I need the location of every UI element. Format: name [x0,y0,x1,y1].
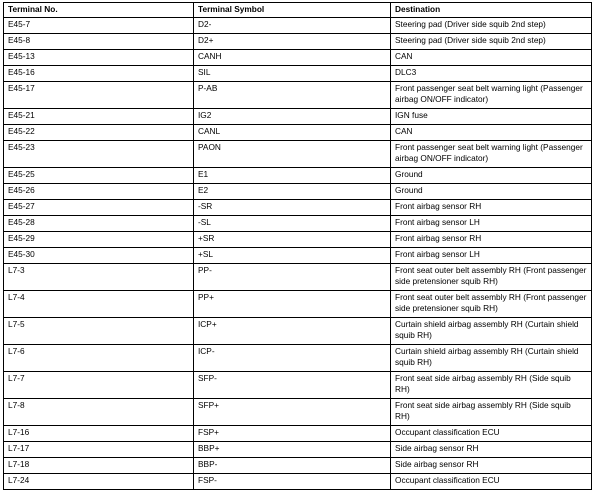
terminal-symbol-cell: SFP+ [194,399,391,426]
destination-cell: Occupant classification ECU [391,426,592,442]
destination-cell: Side airbag sensor RH [391,458,592,474]
destination-cell: Occupant classification ECU [391,474,592,490]
terminal-symbol-cell: IG2 [194,109,391,125]
terminal-no-cell: L7-17 [4,442,194,458]
terminal-symbol-cell: BBP- [194,458,391,474]
terminal-no-cell: L7-18 [4,458,194,474]
terminal-symbol-cell: E2 [194,184,391,200]
terminal-no-cell: L7-4 [4,291,194,318]
terminal-no-cell: E45-16 [4,66,194,82]
terminal-symbol-cell: ICP+ [194,318,391,345]
terminal-no-cell: E45-29 [4,232,194,248]
table-row [4,200,592,216]
terminal-no-cell: E45-23 [4,141,194,168]
terminal-no-cell: E45-27 [4,200,194,216]
table-row [4,318,592,345]
destination-cell: IGN fuse [391,109,592,125]
terminal-symbol-cell: +SR [194,232,391,248]
terminal-no-cell: L7-5 [4,318,194,345]
terminal-no-cell: L7-8 [4,399,194,426]
destination-cell: Steering pad (Driver side squib 2nd step) [391,18,592,34]
terminal-no-cell: E45-21 [4,109,194,125]
terminal-symbol-cell: CANL [194,125,391,141]
terminal-no-cell: L7-7 [4,372,194,399]
destination-cell: Steering pad (Driver side squib 2nd step) [391,34,592,50]
terminal-symbol-cell: D2- [194,18,391,34]
terminal-no-cell: L7-6 [4,345,194,372]
table-row [4,34,592,50]
terminal-no-cell: E45-17 [4,82,194,109]
destination-cell: Curtain shield airbag assembly RH (Curtain shield squib RH) [391,318,592,345]
terminal-symbol-cell: E1 [194,168,391,184]
destination-cell: Front passenger seat belt warning light (Passenger airbag ON/OFF indicator) [391,82,592,109]
destination-cell: Ground [391,168,592,184]
terminal-symbol-cell: D2+ [194,34,391,50]
terminal-symbol-cell: FSP+ [194,426,391,442]
table-header-row [4,3,592,18]
terminal-no-cell: E45-7 [4,18,194,34]
destination-cell: CAN [391,50,592,66]
destination-cell: Front airbag sensor LH [391,248,592,264]
terminal-no-cell: E45-30 [4,248,194,264]
table-row [4,264,592,291]
destination-cell: Front seat outer belt assembly RH (Front passenger side pretensioner squib RH) [391,264,592,291]
terminal-no-cell: E45-13 [4,50,194,66]
terminal-symbol-cell: BBP+ [194,442,391,458]
terminal-no-cell: L7-3 [4,264,194,291]
header-destination: Destination [391,3,592,18]
terminal-no-cell: E45-25 [4,168,194,184]
destination-cell: Side airbag sensor RH [391,442,592,458]
terminal-symbol-cell: SIL [194,66,391,82]
table-row [4,216,592,232]
table-row [4,125,592,141]
table-row [4,291,592,318]
terminal-no-cell: L7-16 [4,426,194,442]
destination-cell: CAN [391,125,592,141]
table-row [4,372,592,399]
table-row [4,399,592,426]
destination-cell: Front airbag sensor RH [391,200,592,216]
table-row [4,82,592,109]
terminal-no-cell: E45-22 [4,125,194,141]
terminal-table [3,2,592,490]
destination-cell: Curtain shield airbag assembly RH (Curtain shield squib RH) [391,345,592,372]
terminal-no-cell: E45-26 [4,184,194,200]
header-terminal-no: Terminal No. [4,3,194,18]
table-row [4,248,592,264]
table-row [4,345,592,372]
terminal-no-cell: E45-8 [4,34,194,50]
table-row [4,50,592,66]
destination-cell: Ground [391,184,592,200]
destination-cell: Front seat outer belt assembly RH (Front passenger side pretensioner squib RH) [391,291,592,318]
header-terminal-symbol: Terminal Symbol [194,3,391,18]
table-row [4,66,592,82]
destination-cell: Front passenger seat belt warning light (Passenger airbag ON/OFF indicator) [391,141,592,168]
terminal-symbol-cell: SFP- [194,372,391,399]
table-row [4,232,592,248]
table-row [4,18,592,34]
table-row [4,184,592,200]
destination-cell: DLC3 [391,66,592,82]
terminal-symbol-cell: +SL [194,248,391,264]
destination-cell: Front seat side airbag assembly RH (Side squib RH) [391,372,592,399]
terminal-symbol-cell: ICP- [194,345,391,372]
terminal-no-cell: E45-28 [4,216,194,232]
terminal-symbol-cell: FSP- [194,474,391,490]
table-row [4,109,592,125]
table-row [4,474,592,490]
terminal-symbol-cell: -SL [194,216,391,232]
terminal-symbol-cell: PP+ [194,291,391,318]
table-row [4,141,592,168]
destination-cell: Front airbag sensor LH [391,216,592,232]
table-row [4,168,592,184]
destination-cell: Front seat side airbag assembly RH (Side squib RH) [391,399,592,426]
terminal-symbol-cell: P-AB [194,82,391,109]
table-row [4,458,592,474]
table-row [4,426,592,442]
terminal-symbol-cell: PAON [194,141,391,168]
table-row [4,442,592,458]
terminal-symbol-cell: PP- [194,264,391,291]
destination-cell: Front airbag sensor RH [391,232,592,248]
terminal-symbol-cell: -SR [194,200,391,216]
terminal-no-cell: L7-24 [4,474,194,490]
terminal-symbol-cell: CANH [194,50,391,66]
